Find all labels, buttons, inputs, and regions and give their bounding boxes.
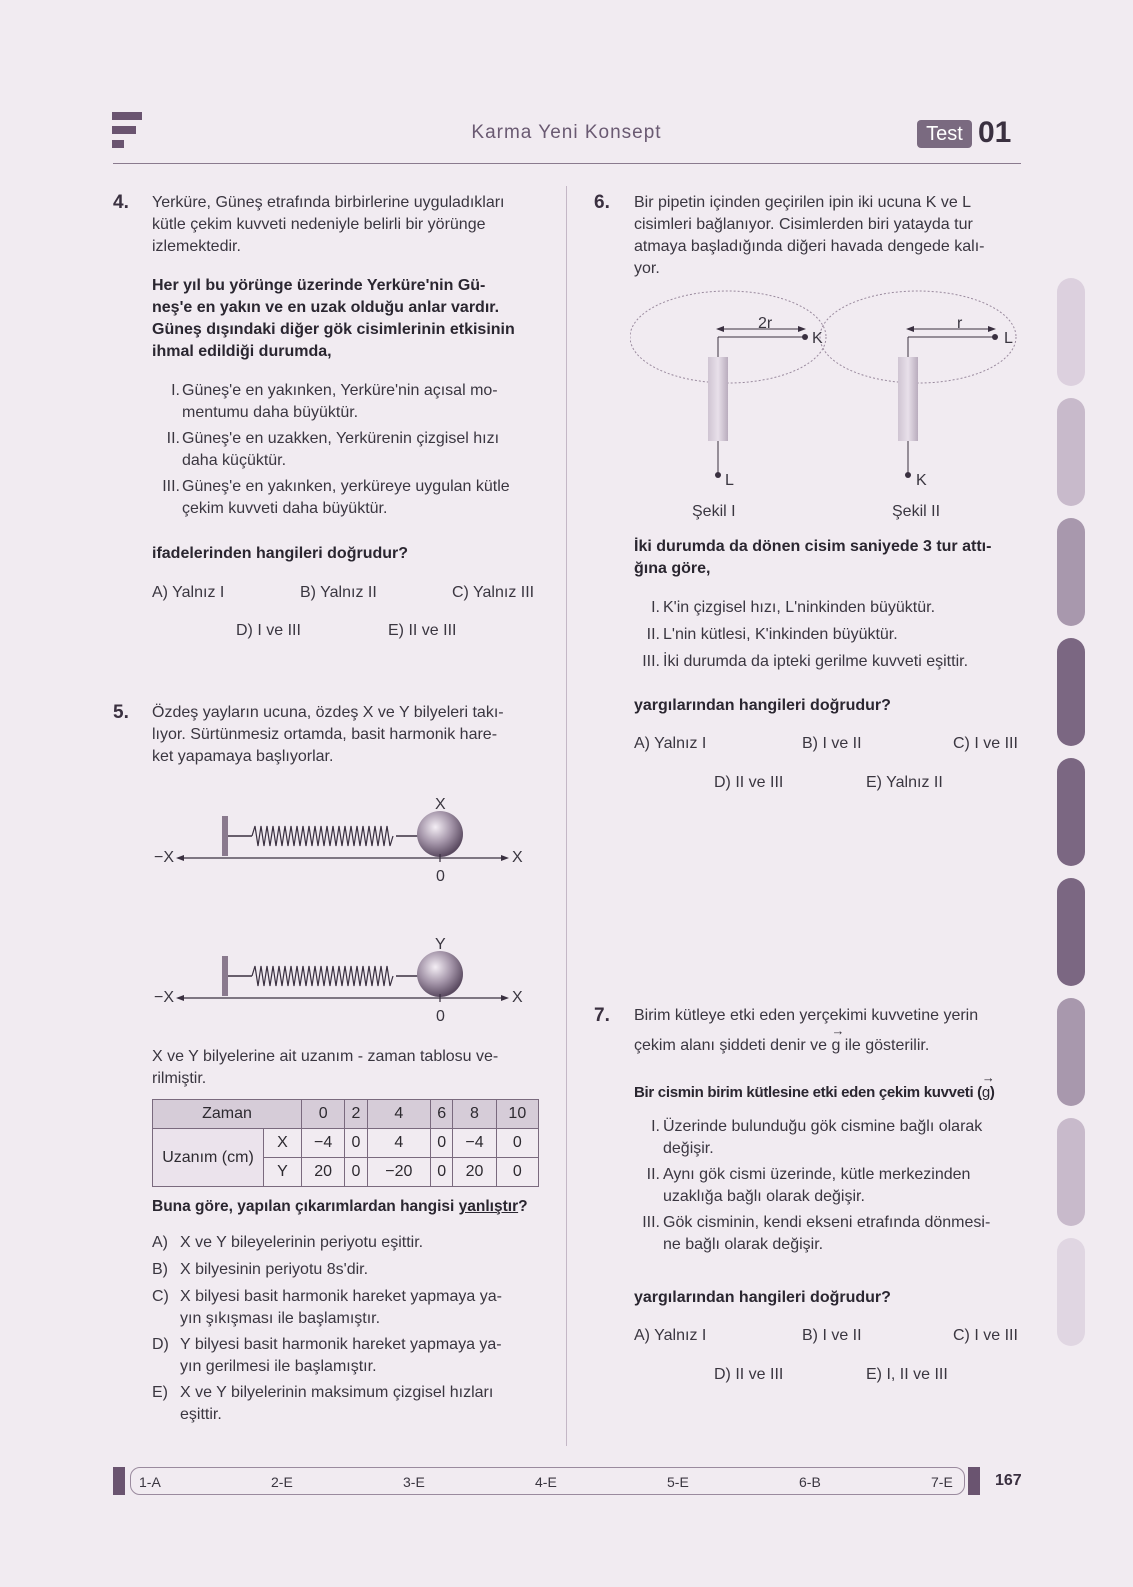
q7-question: yargılarından hangileri doğrudur? <box>634 1289 891 1306</box>
header-title: Karma Yeni Konsept <box>471 122 662 143</box>
g-symbol: g <box>831 1037 841 1054</box>
text-line: X ve Y bileyelerinin periyotu eşittir. <box>180 1234 424 1251</box>
mass-bottom-2 <box>905 472 911 478</box>
q4-stem <box>152 275 547 363</box>
fig2-top-label: L <box>1004 330 1013 347</box>
answer-bar-right-mark <box>968 1467 980 1495</box>
q6-option-b[interactable]: B) I ve II <box>802 735 862 752</box>
text-line: X bilyesinin periyotu 8s'dir. <box>180 1261 369 1278</box>
statement-number: II. <box>646 626 660 643</box>
mass-bottom-1 <box>715 472 721 478</box>
q6-intro <box>634 192 1024 280</box>
statement-text: K'in çizgisel hızı, L'ninkinden büyüktür. <box>663 599 936 616</box>
statement-number: I. <box>651 599 660 616</box>
fig1-bottom-label: L <box>725 472 734 489</box>
q5-option-c[interactable] <box>152 1286 547 1334</box>
q6-option-d[interactable]: D) II ve III <box>714 774 784 791</box>
text-line: cisimleri bağlanıyor. Cisimlerden biri yatayda tur <box>634 216 973 233</box>
fig-x-left-label: −X <box>154 849 175 866</box>
question-mark: ? <box>518 1198 528 1215</box>
statement-number: II. <box>646 1166 660 1183</box>
table-cell: 0 <box>496 1158 538 1187</box>
side-tabs <box>1057 278 1085 1358</box>
table-cell: 0 <box>345 1158 367 1187</box>
table-cell: 0 <box>345 1129 367 1158</box>
text-line: uzaklığa bağlı olarak değişir. <box>663 1187 865 1205</box>
text-segment: çekim alanı şiddeti denir ve <box>634 1037 832 1054</box>
table-cell: 4 <box>367 1129 430 1158</box>
pipe-1 <box>708 357 728 441</box>
ball <box>417 951 463 997</box>
table-row-name: X <box>264 1129 302 1158</box>
header-divider <box>113 163 1021 164</box>
q5-option-e[interactable] <box>152 1382 547 1430</box>
q6-stem <box>634 536 1029 580</box>
pipe-figures <box>630 285 1025 495</box>
text-line: İki durumda da dönen cisim saniyede 3 tur attı- <box>634 538 992 555</box>
q7-line1: Birim kütleye etki eden yerçekimi kuvvetine yerin <box>634 1007 979 1024</box>
column-divider <box>566 186 567 1446</box>
text-line: daha küçüktür. <box>182 451 287 469</box>
text-line: eşittir. <box>180 1405 222 1423</box>
answer-key-bar <box>130 1467 965 1495</box>
q6-number: 6. <box>594 192 610 213</box>
mass-top-1 <box>802 334 808 340</box>
table-cell: 0 <box>431 1129 453 1158</box>
option-text <box>180 1382 545 1425</box>
text-line: yın şıkışması ile başlamıştır. <box>180 1309 381 1327</box>
option-label: D) <box>152 1336 169 1353</box>
text-line: Güneş'e en uzakken, Yerkürenin çizgisel hızı <box>182 430 500 447</box>
option-text <box>180 1232 545 1254</box>
q7-option-d[interactable]: D) II ve III <box>714 1366 784 1383</box>
vector-arrow-icon: → <box>981 1070 995 1085</box>
answer-key-item: 3-E <box>403 1474 425 1490</box>
text-line: mentumu daha büyüktür. <box>182 403 359 421</box>
table-time: 2 <box>345 1100 367 1129</box>
q7-line2 <box>634 1023 930 1057</box>
q4-option-d[interactable]: D) I ve III <box>236 622 301 639</box>
side-tab[interactable] <box>1057 878 1085 986</box>
q5-number: 5. <box>113 702 129 723</box>
side-tab[interactable] <box>1057 998 1085 1106</box>
vector-arrow-icon: → <box>831 1023 845 1038</box>
side-tab[interactable] <box>1057 278 1085 386</box>
fig1-top-label: K <box>812 330 823 347</box>
statement-text <box>182 476 542 519</box>
table-cell: −4 <box>302 1129 345 1158</box>
text-line: ihmal edildiği durumda, <box>152 343 332 360</box>
text-line: neş'e en yakın ve en uzak olduğu anlar vardır. <box>152 299 500 316</box>
q5-table-intro <box>152 1046 547 1090</box>
q4-statements <box>152 380 547 524</box>
table-time: 6 <box>431 1100 453 1129</box>
wall <box>222 816 228 856</box>
spring-figure-x <box>150 800 540 890</box>
q5-option-b[interactable] <box>152 1259 547 1286</box>
table-time: 8 <box>453 1100 496 1129</box>
text-line: izlemektedir. <box>152 238 241 255</box>
table-time: 10 <box>496 1100 538 1129</box>
statement-text <box>182 428 542 471</box>
side-tab[interactable] <box>1057 518 1085 626</box>
statement-text: İki durumda da ipteki gerilme kuvveti eşittir. <box>663 653 969 670</box>
table-cell: 20 <box>453 1158 496 1187</box>
test-badge: Test <box>917 120 972 148</box>
q4-option-c[interactable]: C) Yalnız III <box>452 584 535 601</box>
text-line: rilmiştir. <box>152 1070 207 1087</box>
option-label: C) <box>152 1288 169 1305</box>
fig-y-ball-label: Y <box>435 936 446 953</box>
statement-text <box>182 380 542 423</box>
q5-intro <box>152 702 547 768</box>
q7-option-b[interactable]: B) I ve II <box>802 1327 862 1344</box>
q4-option-a[interactable]: A) Yalnız I <box>152 584 225 601</box>
q7-statements <box>634 1116 1029 1260</box>
statement-number: II. <box>166 430 180 447</box>
statement <box>152 428 547 476</box>
text-line: Aynı gök cismi üzerinde, kütle merkezinden <box>663 1166 971 1183</box>
fig-x-ball-label: X <box>435 796 446 813</box>
answer-key-item: 1-A <box>139 1474 161 1490</box>
q6-statements <box>634 597 1029 678</box>
q6-option-c[interactable]: C) I ve III <box>953 735 1018 752</box>
text-line: ğına göre, <box>634 560 711 577</box>
table-row-label: Uzanım (cm) <box>153 1129 264 1187</box>
mass-top-2 <box>992 334 998 340</box>
side-tab[interactable] <box>1057 398 1085 506</box>
text-line: X bilyesi basit harmonik hareket yapmaya ya- <box>180 1288 502 1305</box>
text-line: Her yıl bu yörünge üzerinde Yerküre'nin Gü- <box>152 277 486 294</box>
text-segment: ile gösterilir. <box>840 1037 930 1054</box>
answer-bar-left-mark <box>113 1467 125 1495</box>
text-segment: Bir cismin birim kütlesine etki eden çekim kuvveti ( <box>634 1084 982 1101</box>
table-time: 4 <box>367 1100 430 1129</box>
statement <box>152 380 547 428</box>
q7-option-c[interactable]: C) I ve III <box>953 1327 1018 1344</box>
answer-key-item: 5-E <box>667 1474 689 1490</box>
q5-option-a[interactable] <box>152 1232 547 1259</box>
g-vector <box>831 1023 845 1057</box>
page-number: 167 <box>995 1472 1022 1489</box>
q6-option-a[interactable]: A) Yalnız I <box>634 735 707 752</box>
text-line: Bir pipetin içinden geçirilen ipin iki ucuna K ve L <box>634 194 972 211</box>
side-tab[interactable] <box>1057 1238 1085 1346</box>
option-text <box>180 1286 545 1329</box>
fig1-radius-label: 2r <box>758 315 773 332</box>
text-line: ket yapamaya başlıyorlar. <box>152 748 334 765</box>
text-line: Y bilyesi basit harmonik hareket yapmaya ya- <box>180 1336 502 1353</box>
fig-x-zero-label: 0 <box>436 868 445 885</box>
ball <box>417 811 463 857</box>
displacement-table <box>152 1099 539 1187</box>
fig1-caption: Şekil I <box>692 503 736 520</box>
statement <box>634 651 1029 678</box>
q4-intro <box>152 192 542 258</box>
pipe-2 <box>898 357 918 441</box>
wall <box>222 956 228 996</box>
answer-key-item: 4-E <box>535 1474 557 1490</box>
side-tab[interactable] <box>1057 758 1085 866</box>
statement-number: I. <box>171 382 180 399</box>
statement-text: L'nin kütlesi, K'inkinden büyüktür. <box>663 626 898 643</box>
text-line: ne bağlı olarak değişir. <box>663 1235 824 1253</box>
statement-text <box>663 1212 1029 1255</box>
side-tab[interactable] <box>1057 1118 1085 1226</box>
option-label: E) <box>152 1384 168 1401</box>
option-text <box>180 1334 545 1377</box>
option-text <box>180 1259 545 1281</box>
q7-option-a[interactable]: A) Yalnız I <box>634 1327 707 1344</box>
q5-question <box>152 1196 552 1218</box>
table-cell: 20 <box>302 1158 345 1187</box>
fig2-bottom-label: K <box>916 472 927 489</box>
table-cell: −4 <box>453 1129 496 1158</box>
text-line: yın gerilmesi ile başlamıştır. <box>180 1357 377 1375</box>
q6-option-e[interactable]: E) Yalnız II <box>866 774 943 791</box>
answer-key-item: 7-E <box>931 1474 953 1490</box>
question-emphasis: yanlıştır <box>458 1198 519 1215</box>
statement <box>634 1164 1029 1212</box>
text-line: çekim kuvveti daha büyüktür. <box>182 499 388 517</box>
text-line: Özdeş yayların ucuna, özdeş X ve Y bilyeleri takı- <box>152 704 504 721</box>
text-line: kütle çekim kuvveti nedeniyle belirli bir yörünge <box>152 216 486 233</box>
q5-option-d[interactable] <box>152 1334 547 1382</box>
table-row-name: Y <box>264 1158 302 1187</box>
text-line: değişir. <box>663 1139 714 1157</box>
option-label: B) <box>152 1261 168 1278</box>
text-line: Üzerinde bulunduğu gök cismine bağlı olarak <box>663 1118 983 1135</box>
statement <box>634 597 1029 624</box>
test-number: 01 <box>978 116 1012 149</box>
q5-options <box>152 1232 547 1430</box>
text-line: Yerküre, Güneş etrafında birbirlerine uyguladıkları <box>152 194 505 211</box>
q4-number: 4. <box>113 192 129 213</box>
q7-option-e[interactable]: E) I, II ve III <box>866 1366 948 1383</box>
q7-number: 7. <box>594 1005 610 1026</box>
statement-number: I. <box>651 1118 660 1135</box>
text-line: yor. <box>634 260 660 277</box>
table-cell: −20 <box>367 1158 430 1187</box>
fig2-caption: Şekil II <box>892 503 941 520</box>
text-line: Güneş'e en yakınken, yerküreye uygulan kütle <box>182 478 510 495</box>
q4-question: ifadelerinden hangileri doğrudur? <box>152 545 409 562</box>
q4-option-e[interactable]: E) II ve III <box>388 622 457 639</box>
fig2-radius-label: r <box>957 315 963 332</box>
text-line: X ve Y bilyelerinin maksimum çizgisel hızları <box>180 1384 494 1401</box>
statement-number: III. <box>162 478 180 495</box>
g-vector <box>981 1070 995 1104</box>
side-tab[interactable] <box>1057 638 1085 746</box>
q7-stem <box>634 1070 995 1104</box>
statement-number: III. <box>642 1214 660 1231</box>
statement <box>634 1116 1029 1164</box>
spring <box>252 826 393 846</box>
spring <box>252 966 393 986</box>
text-line: atmaya başladığında diğeri havada dengede kalı- <box>634 238 985 255</box>
option-label: A) <box>152 1234 168 1251</box>
table-time: 0 <box>302 1100 345 1129</box>
table-cell: 0 <box>431 1158 453 1187</box>
text-line: lıyor. Sürtünmesiz ortamda, basit harmonik hare- <box>152 726 498 743</box>
statement-text <box>663 1164 1029 1207</box>
statement <box>634 1212 1029 1260</box>
table-header-time: Zaman <box>153 1100 302 1129</box>
text-line: Gök cisminin, kendi ekseni etrafında dönmesi- <box>663 1214 991 1231</box>
question-text: Buna göre, yapılan çıkarımlardan hangisi <box>152 1198 459 1215</box>
fig-y-zero-label: 0 <box>436 1008 445 1025</box>
q4-option-b[interactable]: B) Yalnız II <box>300 584 377 601</box>
answer-key-item: 6-B <box>799 1474 821 1490</box>
table-cell: 0 <box>496 1129 538 1158</box>
text-line: X ve Y bilyelerine ait uzanım - zaman tablosu ve- <box>152 1048 499 1065</box>
spring-figure-y <box>150 940 540 1030</box>
q6-question: yargılarından hangileri doğrudur? <box>634 697 891 714</box>
text-line: Güneş'e en yakınken, Yerküre'nin açısal mo- <box>182 382 498 399</box>
statement-text <box>663 1116 1029 1159</box>
g-symbol: g <box>981 1084 990 1101</box>
text-line: Güneş dışındaki diğer gök cisimlerinin etkisinin <box>152 321 515 338</box>
statement <box>634 624 1029 651</box>
statement <box>152 476 547 524</box>
fig-y-right-label: X <box>512 989 523 1006</box>
fig-x-right-label: X <box>512 849 523 866</box>
answer-key-item: 2-E <box>271 1474 293 1490</box>
statement-number: III. <box>642 653 660 670</box>
fig-y-left-label: −X <box>154 989 175 1006</box>
text-segment: ) <box>989 1084 995 1101</box>
